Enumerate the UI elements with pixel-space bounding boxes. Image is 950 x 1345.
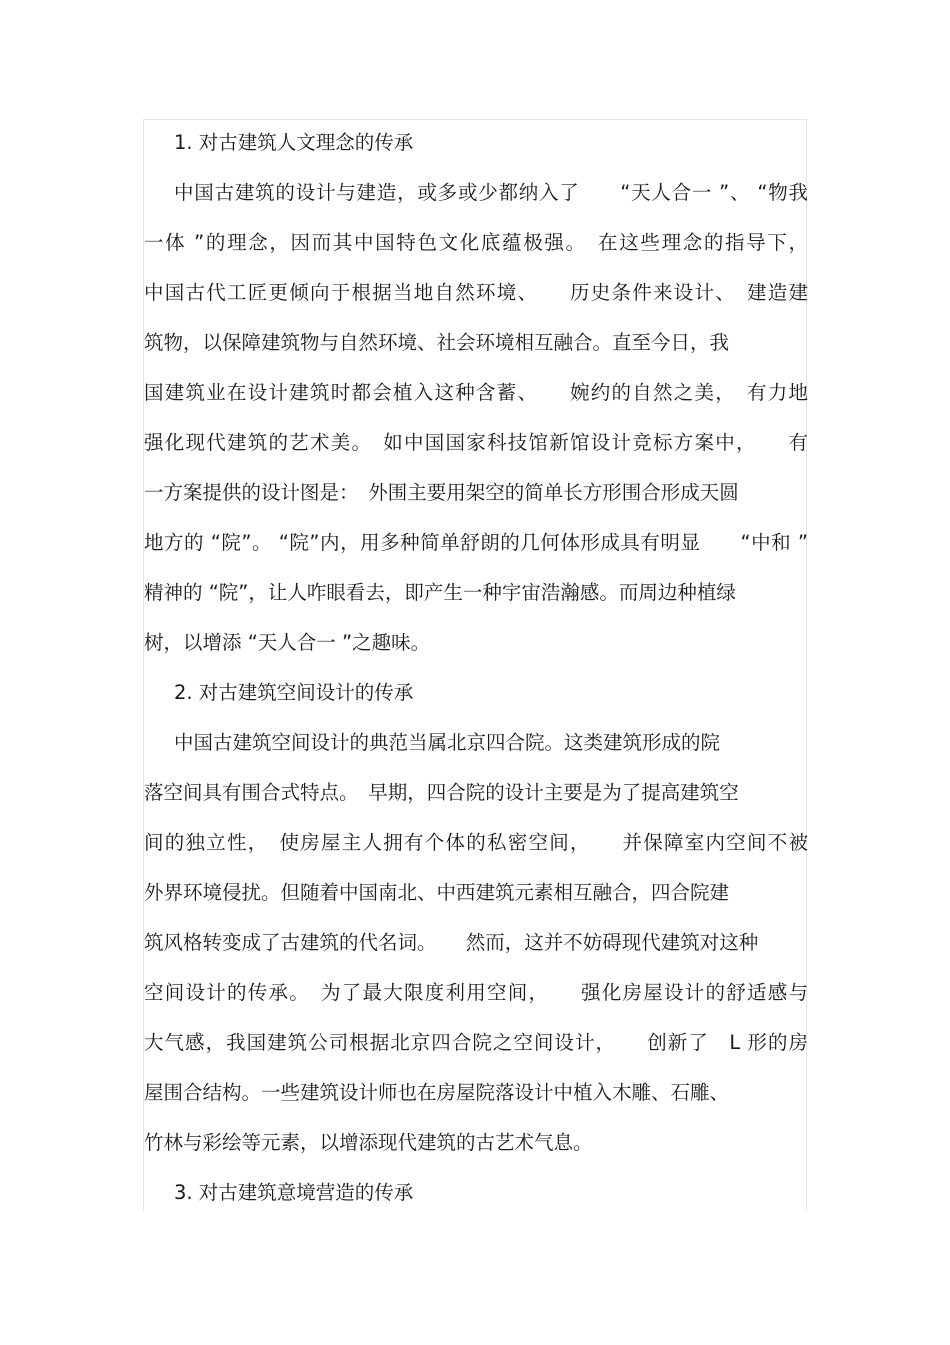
text-line: 外界环境侵扰。但随着中国南北、中西建筑元素相互融合，四合院建 [144, 881, 730, 904]
text-line: 间的独立性， 使房屋主人拥有个体的私密空间， 并保障室内空间不被 [144, 831, 808, 854]
section-heading-3: 3. 对古建筑意境营造的传承 [174, 1181, 414, 1204]
text-line: 大气感，我国建筑公司根据北京四合院之空间设计， 创新了 L 形的房 [144, 1031, 808, 1054]
text-line: 强化现代建筑的艺术美。 如中国国家科技馆新馆设计竞标方案中， 有 [144, 431, 808, 454]
text-line: 空间设计的传承。 为了最大限度利用空间， 强化房屋设计的舒适感与 [144, 981, 808, 1004]
text-line: 一体 ”的理念，因而其中国特色文化底蕴极强。 在这些理念的指导下， [144, 231, 808, 254]
section-heading-2: 2. 对古建筑空间设计的传承 [174, 681, 414, 704]
document-body [144, 118, 808, 1218]
text-line: 国建筑业在设计建筑时都会植入这种含蓄、 婉约的自然之美， 有力地 [144, 381, 808, 404]
text-line: 树，以增添 “天人合一 ”之趣味。 [144, 631, 431, 654]
text-line: 筑风格转变成了古建筑的代名词。 然而，这并不妨碍现代建筑对这种 [144, 931, 759, 954]
text-line: 中国古代工匠更倾向于根据当地自然环境、 历史条件来设计、 建造建 [144, 281, 808, 304]
text-line: 地方的 “院”。 “院”内，用多种简单舒朗的几何体形成具有明显 “中和 ” [144, 531, 808, 554]
text-line: 一方案提供的设计图是： 外围主要用架空的简单长方形围合形成天圆 [144, 481, 739, 504]
text-line: 筑物，以保障建筑物与自然环境、社会环境相互融合。直至今日，我 [144, 331, 730, 354]
text-line: 屋围合结构。一些建筑设计师也在房屋院落设计中植入木雕、石雕、 [144, 1081, 730, 1104]
text-line: 精神的 “院”，让人咋眼看去，即产生一种宇宙浩瀚感。而周边种植绿 [144, 581, 736, 604]
text-line: 中国古建筑空间设计的典范当属北京四合院。这类建筑形成的院 [174, 731, 721, 754]
section-heading-1: 1. 对古建筑人文理念的传承 [174, 131, 414, 154]
text-line: 竹林与彩绘等元素，以增添现代建筑的古艺术气息。 [144, 1131, 593, 1154]
text-line: 落空间具有围合式特点。 早期，四合院的设计主要是为了提高建筑空 [144, 781, 739, 804]
text-line: 中国古建筑的设计与建造，或多或少都纳入了 “天人合一 ”、 “物我 [174, 181, 808, 204]
